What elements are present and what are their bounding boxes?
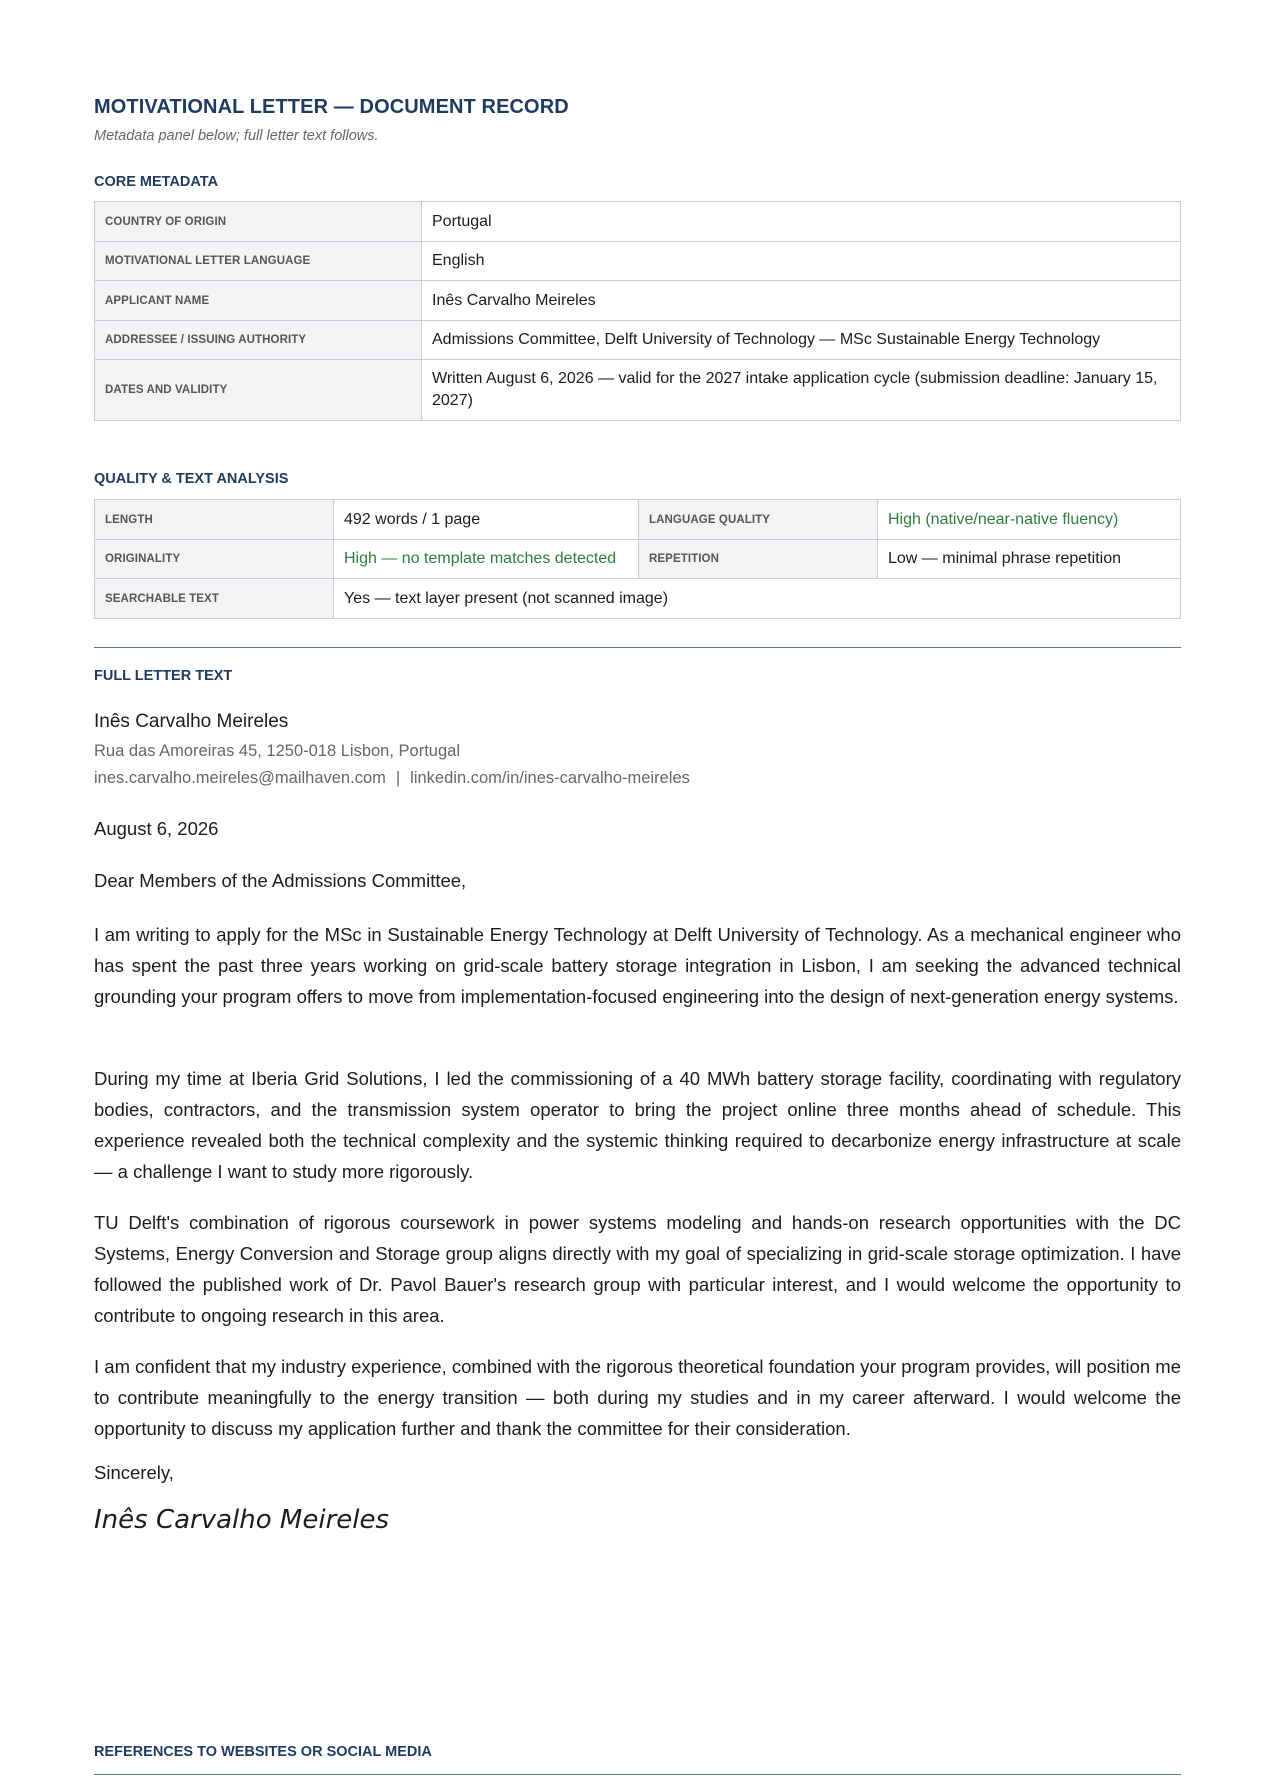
metadata-value: Inês Carvalho Meireles xyxy=(422,281,1181,321)
repetition-label: REPETITION xyxy=(639,540,878,579)
sender-contact xyxy=(94,769,690,788)
metadata-label: DATES AND VALIDITY xyxy=(95,360,422,421)
metadata-label: COUNTRY OF ORIGIN xyxy=(95,202,422,242)
table-row xyxy=(95,540,1181,579)
letter-paragraph: I am confident that my industry experience, combined with the rigorous theoretical foundation your program provides, will position me to contribute meaningfully to the energy transition — both during my studies and in my career afterward. I would welcome the opportunity to discuss my application further and thank the committee for their consideration. xyxy=(94,1356,1181,1439)
table-row xyxy=(95,202,1181,242)
table-row xyxy=(95,360,1181,421)
length-label: LENGTH xyxy=(95,500,334,540)
repetition-value: Low — minimal phrase repetition xyxy=(878,540,1181,579)
references-divider xyxy=(94,1774,1181,1775)
length-value: 492 words / 1 page xyxy=(334,500,639,540)
language-quality-label: LANGUAGE QUALITY xyxy=(639,500,878,540)
letter-heading: FULL LETTER TEXT xyxy=(94,668,233,684)
searchable-text-value: Yes — text layer present (not scanned image) xyxy=(334,579,1181,619)
metadata-label: ADDRESSEE / ISSUING AUTHORITY xyxy=(95,321,422,360)
table-row xyxy=(95,321,1181,360)
letter-date: August 6, 2026 xyxy=(94,818,219,839)
quality-table xyxy=(94,499,1181,619)
metadata-value: English xyxy=(422,242,1181,281)
metadata-value: Written August 6, 2026 — valid for the 2027 intake application cycle (submission deadline: January 15, 2027) xyxy=(422,360,1181,421)
metadata-value: Admissions Committee, Delft University of Technology — MSc Sustainable Energy Technology xyxy=(422,321,1181,360)
letter-paragraph: TU Delft's combination of rigorous coursework in power systems modeling and hands-on research opportunities with the DC Systems, Energy Conversion and Storage group aligns directly with my goal of specializing in grid-scale storage optimization. I have followed the published work of Dr. Pavol Bauer's research group with particular interest, and I would welcome the opportunity to contribute to ongoing research in this area. xyxy=(94,1212,1181,1326)
sender-email: ines.carvalho.meireles@mailhaven.com xyxy=(94,769,386,787)
table-row xyxy=(95,281,1181,321)
sender-name: Inês Carvalho Meireles xyxy=(94,711,289,732)
quality-heading: QUALITY & TEXT ANALYSIS xyxy=(94,471,289,487)
signature: Inês Carvalho Meireles xyxy=(94,1505,390,1535)
letter-closing: Sincerely, xyxy=(94,1462,174,1483)
sender-address: Rua das Amoreiras 45, 1250-018 Lisbon, Portugal xyxy=(94,742,460,760)
references-heading: REFERENCES TO WEBSITES OR SOCIAL MEDIA xyxy=(94,1744,432,1760)
sender-linkedin: linkedin.com/in/ines-carvalho-meireles xyxy=(410,769,690,787)
table-row xyxy=(95,242,1181,281)
metadata-value: Portugal xyxy=(422,202,1181,242)
section-divider xyxy=(94,647,1181,648)
letter-paragraph: I am writing to apply for the MSc in Sustainable Energy Technology at Delft University of Technology. As a mechanical engineer who has spent the past three years working on grid-scale battery storage integration in Lisbon, I am seeking the advanced technical grounding your program offers to move from implementation-focused engineering into the design of next-generation energy systems. xyxy=(94,924,1181,1007)
letter-salutation: Dear Members of the Admissions Committee, xyxy=(94,870,467,891)
core-metadata-table xyxy=(94,201,1181,421)
metadata-label: MOTIVATIONAL LETTER LANGUAGE xyxy=(95,242,422,281)
page-title: MOTIVATIONAL LETTER — DOCUMENT RECORD xyxy=(94,96,569,118)
originality-label: ORIGINALITY xyxy=(95,540,334,579)
table-row xyxy=(95,579,1181,619)
letter-paragraph: During my time at Iberia Grid Solutions, I led the commissioning of a 40 MWh battery storage facility, coordinating with regulatory bodies, contractors, and the transmission system operator to bring the project online three months ahead of schedule. This experience revealed both the technical complexity and the systemic thinking required to decarbonize energy infrastructure at scale — a challenge I want to study more rigorously. xyxy=(94,1068,1181,1182)
searchable-text-label: SEARCHABLE TEXT xyxy=(95,579,334,619)
table-row xyxy=(95,500,1181,540)
language-quality-value: High (native/near-native fluency) xyxy=(878,500,1181,540)
originality-value: High — no template matches detected xyxy=(334,540,639,579)
core-metadata-heading: CORE METADATA xyxy=(94,174,219,190)
contact-separator: | xyxy=(395,769,401,787)
metadata-label: APPLICANT NAME xyxy=(95,281,422,321)
page-subtitle: Metadata panel below; full letter text follows. xyxy=(94,128,379,144)
